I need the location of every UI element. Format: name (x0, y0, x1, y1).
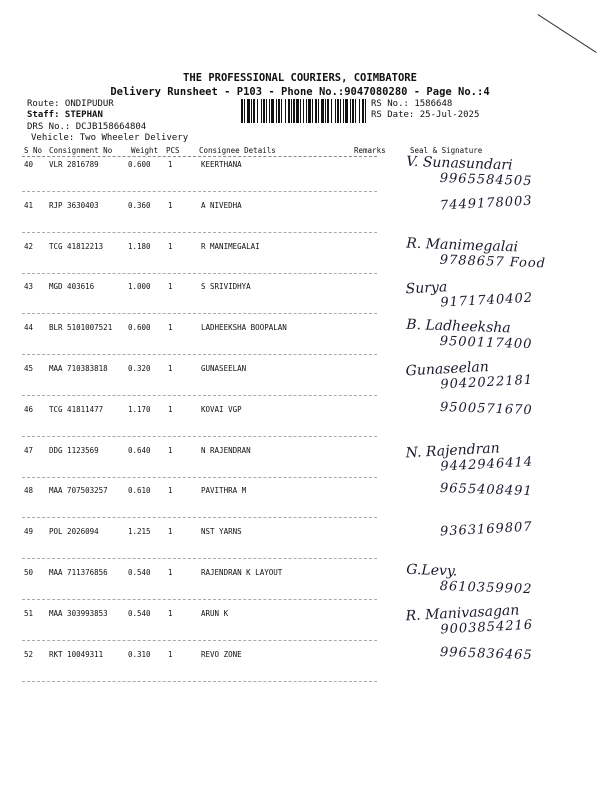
cell-pcs: 1 (168, 608, 173, 618)
cell-pcs: 1 (168, 160, 173, 169)
handwritten-signature (405, 317, 533, 352)
signature-phone: 9363169807 (439, 519, 534, 540)
row-divider (22, 232, 377, 233)
signature-phone: 9788657 Food (439, 252, 547, 272)
row-divider (22, 558, 377, 559)
cell-pcs: 1 (168, 404, 173, 414)
cell-sno: 46 (24, 404, 34, 414)
cell-consignee: GUNASEELAN (201, 364, 247, 373)
barcode-bar (285, 99, 286, 123)
barcode-bar (325, 99, 326, 123)
runsheet-title: Delivery Runsheet - P103 - Phone No.:9047080280 - Page No.:4 (110, 86, 490, 98)
barcode-bar (296, 99, 299, 123)
signature-phone: 9442946414 (440, 454, 534, 475)
cell-consignment: VLR 2816789 (49, 160, 99, 169)
cell-sno: 41 (24, 200, 34, 210)
cell-sno: 49 (24, 527, 34, 537)
barcode-bar (335, 99, 336, 123)
cell-weight: 0.360 (128, 200, 151, 210)
barcode-bar (244, 99, 245, 123)
cell-consignee: RAJENDRAN K LAYOUT (201, 568, 283, 577)
header-divider (22, 156, 377, 157)
barcode-bar (261, 99, 262, 123)
row-divider (22, 477, 377, 478)
cell-sno: 47 (24, 445, 34, 455)
signature-name: R. Manivasagan (405, 602, 520, 625)
cell-consignment: BLR 5101007521 (49, 323, 113, 333)
signature-phone: 9500117400 (439, 334, 533, 353)
cell-consignment: MAA 711376856 (49, 568, 108, 577)
cell-consignee: NST YARNS (201, 527, 242, 537)
cell-consignment: TCG 41811477 (49, 404, 104, 414)
cell-weight: 0.540 (128, 568, 151, 577)
cell-sno: 43 (24, 282, 34, 292)
cell-consignment: MGD 403616 (49, 282, 95, 292)
row-divider (22, 273, 377, 274)
signature-phone: 9965584505 (439, 170, 533, 190)
row-divider (22, 640, 377, 641)
row-divider (22, 191, 377, 192)
cell-consignee: S SRIVIDHYA (201, 282, 251, 292)
table-row (0, 279, 600, 322)
handwritten-signature (405, 154, 533, 189)
cell-consignment: TCG 41812213 (49, 241, 104, 251)
barcode-bar (343, 99, 344, 123)
cell-weight: 0.600 (128, 160, 151, 169)
cell-consignee: KEERTHANA (201, 160, 242, 169)
barcode-bar (247, 99, 250, 123)
cell-consignee: LADHEEKSHA BOOPALAN (201, 323, 287, 333)
handwritten-signature (405, 357, 533, 395)
cell-consignment: RKT 10049311 (49, 649, 104, 659)
barcode-bar (271, 99, 274, 123)
cell-consignee: ARUN K (201, 608, 229, 618)
cell-consignee: A NIVEDHA (201, 200, 242, 210)
barcode-bar (276, 99, 277, 123)
cell-consignment: MAA 707503257 (49, 486, 108, 496)
col-header-weight: Weight (131, 146, 159, 155)
cell-sno: 52 (24, 649, 34, 659)
col-header-remarks: Remarks (354, 146, 386, 155)
barcode-bar (331, 99, 332, 123)
route-label: Route: ONDIPUDUR (27, 99, 114, 109)
barcode-bar (278, 99, 280, 123)
cell-consignee: REVO ZONE (201, 649, 242, 659)
cell-consignment: MAA 710383818 (49, 364, 108, 373)
cell-weight: 1.215 (128, 527, 151, 537)
cell-pcs: 1 (168, 445, 173, 455)
barcode-bar (241, 99, 243, 123)
barcode-bar (253, 99, 255, 123)
barcode-bar (266, 99, 267, 123)
cell-weight: 0.600 (128, 323, 151, 333)
signature-phone: 9003854216 (440, 617, 534, 638)
handwritten-signature (406, 235, 547, 271)
barcode-bar (365, 99, 366, 123)
barcode-bar (312, 99, 313, 123)
cell-weight: 0.310 (128, 649, 151, 659)
cell-pcs: 1 (168, 241, 173, 251)
cell-weight: 0.610 (128, 486, 151, 496)
cell-sno: 48 (24, 486, 34, 496)
cell-pcs: 1 (168, 200, 173, 210)
handwritten-signature (405, 602, 533, 640)
staff-label: Staff: STEPHAN (27, 110, 103, 120)
barcode-bar (291, 99, 292, 123)
barcode-bar (288, 99, 290, 123)
row-divider (22, 313, 377, 314)
cell-weight: 0.640 (128, 445, 151, 455)
col-header-consignment: Consignment No (49, 146, 113, 155)
row-divider (22, 436, 377, 437)
barcode-bar (355, 99, 356, 123)
barcode-bar (251, 99, 252, 123)
barcode-bar (306, 99, 307, 123)
barcode-bar (293, 99, 295, 123)
row-divider (22, 395, 377, 396)
cell-weight: 0.320 (128, 364, 151, 373)
barcode-bar (321, 99, 324, 123)
signature-name: Gunaseelan (405, 358, 490, 380)
company-title: THE PROFESSIONAL COURIERS, COIMBATORE (183, 72, 417, 84)
signature-name: R. Manimegalai (406, 235, 519, 256)
cell-weight: 0.540 (128, 608, 151, 618)
signature-phone: 9655408491 (439, 481, 533, 500)
cell-consignee: N RAJENDRAN (201, 445, 251, 455)
cell-pcs: 1 (168, 649, 173, 659)
barcode-bar (308, 99, 311, 123)
barcode-bar (300, 99, 301, 123)
row-divider (22, 354, 377, 355)
table-row (0, 193, 600, 241)
barcode-bar (318, 99, 319, 123)
table-row (0, 602, 600, 649)
barcode-bar (303, 99, 304, 123)
row-divider (22, 517, 377, 518)
table-row (0, 519, 600, 567)
row-divider (22, 681, 377, 682)
signature-name: V. Sunasundari (406, 153, 513, 174)
cell-weight: 1.180 (128, 241, 151, 251)
signature-phone: 8610359902 (439, 578, 533, 598)
table-row (0, 440, 600, 486)
cell-pcs: 1 (168, 364, 173, 373)
cell-consignment: POL 2026094 (49, 527, 99, 537)
cell-pcs: 1 (168, 282, 173, 292)
barcode-bar (263, 99, 265, 123)
handwritten-signature (406, 480, 533, 499)
drs-number: DRS No.: DCJB158664804 (27, 122, 147, 132)
barcode-bar (269, 99, 270, 123)
rs-date: RS Date: 25-Jul-2025 (371, 110, 480, 120)
cell-consignee: KOVAI VGP (201, 404, 242, 414)
signature-name: Surya (405, 279, 448, 298)
signature-name: B. Ladheeksha (406, 316, 511, 337)
row-divider (22, 599, 377, 600)
barcode (241, 99, 367, 123)
vehicle-label: Vehicle: Two Wheeler Delivery (31, 133, 189, 143)
signature-name: N. Rajendran (405, 440, 501, 461)
col-header-pcs: PCS (166, 146, 180, 155)
cell-consignee: R MANIMEGALAI (201, 241, 260, 251)
cell-pcs: 1 (168, 486, 173, 496)
barcode-bar (337, 99, 339, 123)
barcode-bar (257, 99, 258, 123)
barcode-bar (359, 99, 360, 123)
signature-phone: 9042022181 (440, 372, 534, 393)
cell-pcs: 1 (168, 568, 173, 577)
cell-sno: 50 (24, 568, 34, 577)
barcode-bar (315, 99, 317, 123)
table-row (0, 358, 600, 404)
cell-pcs: 1 (168, 323, 173, 333)
barcode-bar (327, 99, 329, 123)
col-header-sno: S No (24, 146, 43, 155)
col-header-consignee: Consignee Details (199, 146, 276, 155)
handwritten-signature (405, 438, 533, 476)
col-header-seal: Seal & Signature (410, 146, 483, 155)
cell-consignment: MAA 303993853 (49, 608, 108, 618)
barcode-bar (350, 99, 351, 123)
signature-phone: 9965836465 (439, 644, 533, 663)
signature-name: G.Levy. (406, 561, 458, 580)
cell-pcs: 1 (168, 527, 173, 537)
cell-sno: 45 (24, 364, 34, 373)
cell-weight: 1.000 (128, 282, 151, 292)
barcode-bar (345, 99, 348, 123)
barcode-bar (340, 99, 341, 123)
cell-sno: 42 (24, 241, 34, 251)
barcode-bar (362, 99, 364, 123)
scan-edge-line (537, 14, 596, 53)
rs-number: RS No.: 1586648 (371, 99, 453, 109)
cell-consignee: PAVITHRA M (201, 486, 247, 496)
signature-phone: 9500571670 (439, 399, 533, 419)
barcode-bar (281, 99, 282, 123)
table-row (0, 644, 600, 690)
barcode-bar (352, 99, 354, 123)
handwritten-signature (405, 275, 533, 313)
cell-sno: 51 (24, 608, 34, 618)
cell-sno: 44 (24, 323, 34, 333)
cell-sno: 40 (24, 160, 34, 169)
handwritten-signature (405, 562, 533, 597)
cell-weight: 1.170 (128, 404, 151, 414)
cell-consignment: RJP 3630403 (49, 200, 99, 210)
signature-phone: 7449178003 (439, 193, 534, 214)
signature-phone: 9171740402 (440, 291, 534, 311)
cell-consignment: DDG 1123569 (49, 445, 99, 455)
